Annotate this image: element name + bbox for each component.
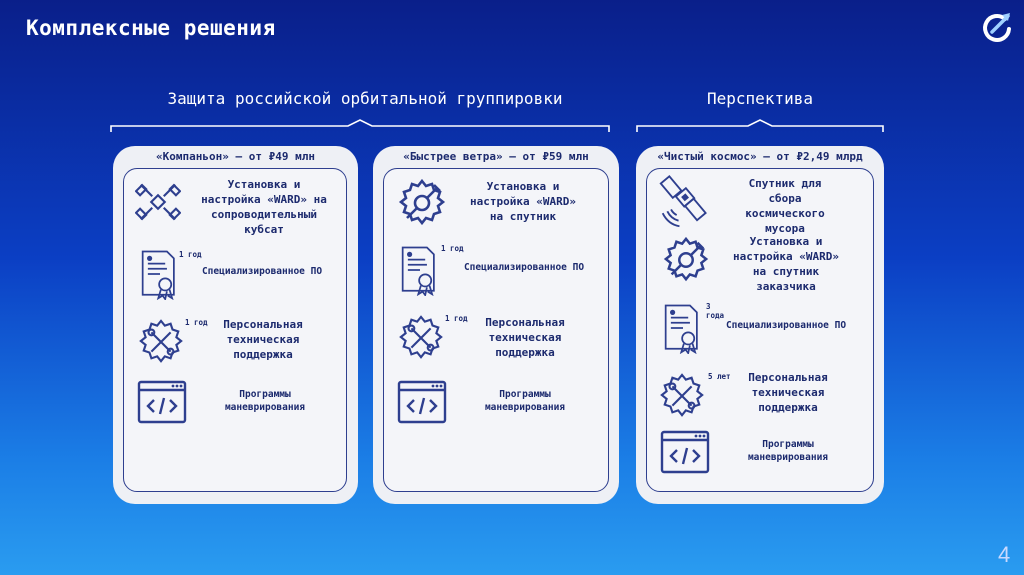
- item-text: Спутник для сбора космического мусора: [745, 177, 825, 235]
- brand-logo-icon: [978, 10, 1014, 46]
- card-companion[interactable]: [113, 146, 358, 504]
- card-faster-than-wind[interactable]: [373, 146, 619, 504]
- duration-tag: 1 год: [445, 314, 468, 323]
- item-text: Установка и настройка «WARD» на сопроводительный кубсат: [201, 178, 327, 236]
- support-gear-icon: [137, 318, 185, 366]
- duration-tag: 1 год: [185, 318, 208, 327]
- item-text: Персональная техническая поддержка: [485, 316, 565, 359]
- certificate-icon: [139, 248, 181, 300]
- satellite-icon: [135, 179, 181, 225]
- support-gear-icon: [658, 372, 706, 420]
- item-text: Установка и настройка «WARD» на спутник заказчика: [733, 235, 839, 293]
- section-title-russian: Защита российской орбитальной группировки: [167, 89, 563, 108]
- card-title: «Компаньон» – от ₽49 млн: [156, 150, 315, 163]
- item-text: Специализированное ПО: [463, 262, 585, 273]
- item-text: Программы маневрирования: [484, 389, 566, 413]
- code-window-icon: [660, 430, 710, 474]
- duration-tag: 5 лет: [708, 372, 731, 381]
- item-text: Персональная техническая поддержка: [748, 371, 828, 414]
- certificate-icon: [399, 244, 441, 296]
- item-text: Программы маневрирования: [747, 439, 829, 463]
- item-text: Персональная техническая поддержка: [223, 318, 303, 361]
- section-title-perspective: Перспектива: [707, 89, 813, 108]
- card-title: «Чистый космос» – от ₽2,49 млрд: [657, 150, 863, 163]
- support-gear-icon: [397, 314, 445, 362]
- card-clean-space[interactable]: [636, 146, 884, 504]
- item-text: Установка и настройка «WARD» на спутник: [470, 180, 576, 223]
- card-title: «Быстрее ветра» – от ₽59 млн: [403, 150, 589, 163]
- duration-tag: 1 год: [179, 250, 202, 259]
- certificate-icon: [662, 302, 704, 354]
- page-number: 4: [998, 542, 1011, 567]
- item-text: Программы маневрирования: [224, 389, 306, 413]
- duration-tag: 3 года: [706, 302, 725, 320]
- page-title: Комплексные решения: [26, 16, 276, 40]
- item-text: Специализированное ПО: [725, 320, 847, 331]
- item-text: Специализированное ПО: [201, 266, 323, 277]
- code-window-icon: [137, 380, 187, 424]
- gear-wrench-icon: [662, 236, 710, 284]
- duration-tag: 1 год: [441, 244, 464, 253]
- code-window-icon: [397, 380, 447, 424]
- section-bracket-russian: [108, 118, 612, 136]
- gear-wrench-icon: [397, 178, 447, 228]
- satellite-signal-icon: [658, 174, 714, 230]
- section-bracket-perspective: [634, 118, 886, 136]
